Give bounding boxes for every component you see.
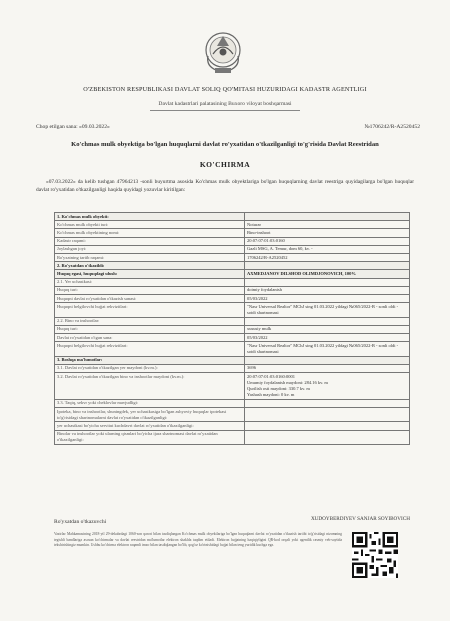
row-label: yer uchastkasi bo'yicha servitut kuchdavri davlat ro'yxatidan o'tkazilganligi: — [55, 422, 245, 430]
row-label: 2. Ro'yxatdan o'tkazildi: — [55, 262, 245, 270]
table-row — [55, 286, 410, 294]
row-label: Ro'yxatning tartib raqami: — [55, 254, 245, 262]
table-row — [55, 342, 410, 356]
row-value — [245, 213, 410, 221]
row-value: 20:07:07:01:03:0160:0001 Umumiy foydalanish maydoni: 284.16 kv. m Qurilish osti maydoni: 330.7 kv. m Yashash maydoni: 0 kv. m — [245, 373, 410, 400]
row-value — [245, 408, 410, 422]
agency-name: O'ZBEKISTON RESPUBLIKASI DAVLAT SOLIQ QO'MITASI HUZURIDAGI KADASTR AGENTLIGI — [83, 86, 367, 93]
table-row — [55, 373, 410, 400]
row-value — [245, 262, 410, 270]
row-label: Ko'chmas mulk obyekti turi: — [55, 221, 245, 229]
row-value: Bino-inshoot — [245, 229, 410, 237]
state-emblem-icon — [200, 26, 246, 76]
row-value: 05/03/2022 — [245, 334, 410, 342]
row-label: Ko'chmas mulk obyektining nomi: — [55, 229, 245, 237]
table-row — [55, 356, 410, 364]
row-value — [245, 399, 410, 407]
table-row — [55, 364, 410, 372]
table-row — [55, 221, 410, 229]
row-label: Huquq turi: — [55, 325, 245, 333]
table-row — [55, 325, 410, 333]
divider — [150, 110, 300, 111]
table-row — [55, 334, 410, 342]
row-label: 3.2. Davlat ro'yxatidan o'tkazilgan bino va inshootlar maydoni (kv.m.): — [55, 373, 245, 400]
row-label: 3.3. Taqiq, sekvr yoki cheklovlar mavjudligi: — [55, 399, 245, 407]
row-label: Huquqni davlat ro'yxatidan o'tkazish sanasi: — [55, 295, 245, 303]
row-value — [245, 278, 410, 286]
qr-code-icon[interactable] — [352, 532, 398, 578]
document-title: Ko'chmas mulk obyektiga bo'lgan huquqlarni davlat ro'yxatidan o'tkazilganligi to'g'risida Davlat Reestridan — [71, 141, 379, 148]
row-value: Gazli MSG, A. Temur, dom 60, kv. - — [245, 245, 410, 253]
row-label: 3.1. Davlat ro'yxatidan o'tkazilgan yer maydoni (kv.m.): — [55, 364, 245, 372]
registry-table — [54, 212, 410, 445]
row-label: Huquq egasi, huquqdagi ulush: — [55, 270, 245, 278]
row-label: Huquqni belgilovchi hujjat rekvizitlari: — [55, 342, 245, 356]
table-row — [55, 303, 410, 317]
print-date: Chop etilgan sana: «09.03.2022» — [36, 124, 110, 130]
table-row — [55, 317, 410, 325]
row-label: Ipoteka, bino va inshootlar, shuningdek, yer uchastkasiga bo'lgan ashyoviy huquqlar ipotekasi to'g'risidagi shartnomalarni davlat ro'yxatidan o'tkazilganligi: — [55, 408, 245, 422]
row-label: Binolar va inshootlar yoki ularning qismlari bo'yicha ijara shartnomasi davlat ro'yxatidan o'tkazilganligi: — [55, 430, 245, 444]
row-label: Huquq turi: — [55, 286, 245, 294]
table-row — [55, 229, 410, 237]
table-row — [55, 278, 410, 286]
row-value: 3696 — [245, 364, 410, 372]
row-value: 20:07:07:01:03:0160 — [245, 237, 410, 245]
footer-note: Vazirlar Mahkamasining 2018-yil 29-dekabrdagi 1060-son qarori bilan tasdiqlangan Ko'chmas mulk obyektlariga bo'lgan huquqlarni davlat ro'yxatidan o'tkazish tartibi to'g'risidagi nizomning tegishli bandlariga asosan ko'chirmalar va davlat reestridan ma'lumotlar elektron shaklda taqdim etiladi. Elektron hujjatning haqiqiyligini QR-kod orqali yoki agentlik rasmiy veb-saytida tekshirishingiz mumkin. Ushbu ko'chirma elektron raqamli imzo bilan tasdiqlangan bo'lib, qog'oz ko'rinishidagi hujjat bilan teng yuridik kuchga ega. — [54, 532, 342, 548]
row-label: Joylashgan joyi: — [55, 245, 245, 253]
row-value — [245, 356, 410, 364]
row-label: Davlat ro'yxatidan o'tgan sana: — [55, 334, 245, 342]
registrar-name: XUDOYBERDIYEV SANJAR SOYIBOVICH — [310, 516, 410, 522]
row-value: Noturar — [245, 221, 410, 229]
row-value — [245, 317, 410, 325]
row-label: 2.2. Bino va inshootlar: — [55, 317, 245, 325]
intro-paragraph: «07.03.2022» da kelib tushgan 47964213 -sonli buyurtma asosida Ko'chmas mulk obyektlariga bo'lgan huquqlarning davlat reestriga quyidagilarga bo'lgan huquqlar davlat ro'yxatidan o'tkazilganligi haqida quyidagi yozuvlar kiritilgan: — [36, 179, 414, 193]
row-value: doimiy foydalanish — [245, 286, 410, 294]
row-value: "Nasr Universal Realtor" MChJ sing 01.03.2022 yildagi №065/2022-B - sonli oldi - sotdi shartnomasi — [245, 303, 410, 317]
row-label: 1. Ko'chmas mulk obyekti: — [55, 213, 245, 221]
row-label: Kadastr raqami: — [55, 237, 245, 245]
table-row — [55, 245, 410, 253]
table-row — [55, 422, 410, 430]
table-row — [55, 295, 410, 303]
row-value — [245, 422, 410, 430]
table-row — [55, 213, 410, 221]
row-value: 1706242/R-A2520452 — [245, 254, 410, 262]
table-row — [55, 430, 410, 444]
table-row — [55, 399, 410, 407]
row-value: 05/03/2022 — [245, 295, 410, 303]
row-label: 2.1. Yer uchastkasi: — [55, 278, 245, 286]
row-label: 3. Boshqa ma'lumotlar: — [55, 356, 245, 364]
table-row — [55, 237, 410, 245]
document-subtitle: KO'CHIRMA — [199, 160, 251, 169]
table-row — [55, 262, 410, 270]
row-value — [245, 430, 410, 444]
table-row — [55, 408, 410, 422]
registrar-label: Ro'yxatdan o'tkazuvchi — [54, 519, 107, 525]
table-row — [55, 270, 410, 278]
row-value: AXMEDJANOV DILSHOD OLIMDJONOVICH, 100% — [245, 270, 410, 278]
row-value: xususiy mulk — [245, 325, 410, 333]
row-label: Huquqni belgilovchi hujjat rekvizitlari: — [55, 303, 245, 317]
table-row — [55, 254, 410, 262]
department-name: Davlat kadastrlari palatasining Buxoro viloyat boshqarmasi — [158, 101, 292, 107]
document-number: №1706242/R-A2520452 — [364, 124, 420, 130]
row-value: "Nasr Universal Realtor" MChJ sing 01.03.2022 yildagi №065/2022-B - sonli oldi - sotdi shartnomasi — [245, 342, 410, 356]
